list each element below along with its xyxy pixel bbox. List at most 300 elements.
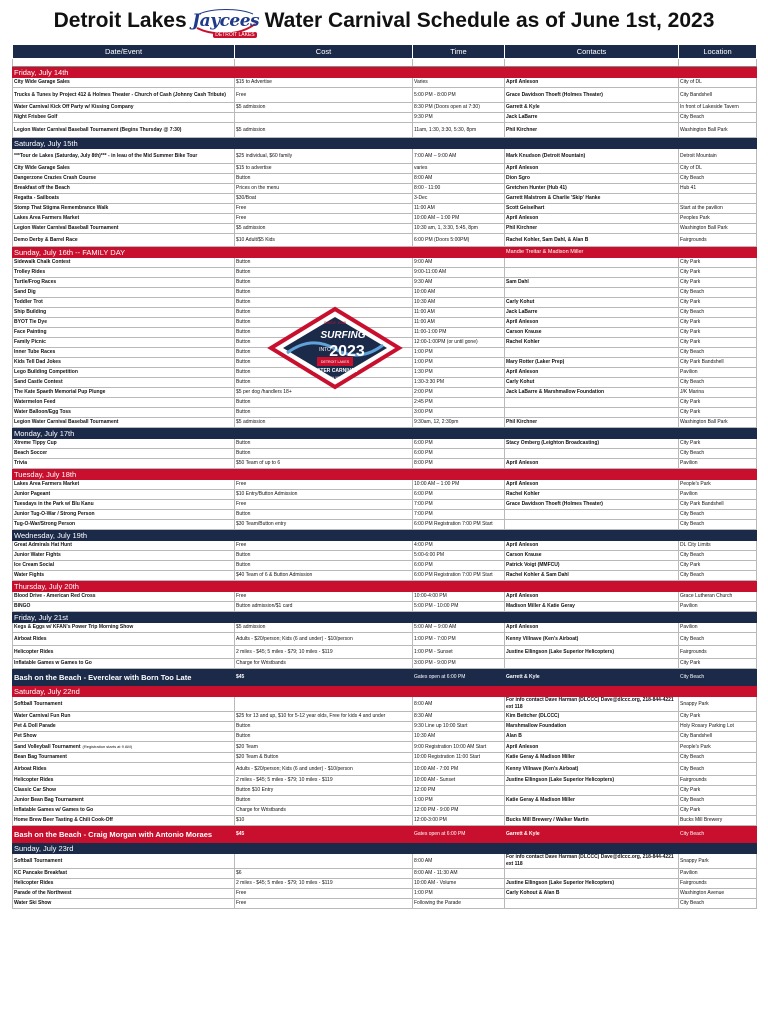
event-time: 1:30 PM <box>413 368 505 378</box>
event-cost <box>235 854 413 869</box>
day-contact <box>505 428 757 439</box>
event-location: Washington Ball Park <box>679 224 757 234</box>
event-contact: April Anleson <box>505 318 679 328</box>
event-location: Washington Ball Park <box>679 418 757 428</box>
day-contact <box>505 530 757 541</box>
event-location: City Beach <box>679 633 757 646</box>
event-cell <box>13 592 235 602</box>
table-row <box>13 776 757 786</box>
event-name: Blood Drive - American Red Cross <box>14 593 96 599</box>
day-label: Wednesday, July 19th <box>13 530 505 541</box>
table-row <box>13 722 757 732</box>
event-name: Inflatable Games w Games to Go <box>14 660 92 666</box>
day-contact <box>505 612 757 623</box>
event-location: Peoples Park <box>679 214 757 224</box>
event-time: 10:00-4:00 PM <box>413 592 505 602</box>
event-cell <box>13 174 235 184</box>
event-cost: Button <box>235 449 413 459</box>
event-time: 6:00 PM <box>413 561 505 571</box>
event-cell <box>13 763 235 776</box>
event-cost: Button <box>235 551 413 561</box>
event-cost: $5 per dog /handlers 18+ <box>235 388 413 398</box>
event-location: Pavilion <box>679 490 757 500</box>
event-location: Grace Lutheran Church <box>679 592 757 602</box>
event-contact: Kenny Villnave (Ken's Airboat) <box>505 633 679 646</box>
event-name: Lego Building Competition <box>14 369 78 375</box>
table-row <box>13 78 757 88</box>
event-contact: Jack LaBarre <box>505 308 679 318</box>
event-location: City Beach <box>679 826 757 843</box>
event-cell <box>13 388 235 398</box>
event-time: 6:00 PM <box>413 449 505 459</box>
event-name: Ice Cream Social <box>14 562 55 568</box>
event-time: 9:00 Registration 10:00 AM Start <box>413 742 505 753</box>
event-cell <box>13 78 235 88</box>
table-row <box>13 418 757 428</box>
event-contact: Garrett & Kyle <box>505 103 679 113</box>
header-location: Location <box>679 45 757 59</box>
table-row <box>13 288 757 298</box>
event-name: Parade of the Northwest <box>14 890 72 896</box>
event-contact: April Anleson <box>505 742 679 753</box>
day-contact <box>505 581 757 592</box>
event-contact: Carly Kohut <box>505 298 679 308</box>
badge-bottom3: 88TH YEAR <box>325 376 345 380</box>
day-contact <box>505 843 757 854</box>
event-location: Fairgrounds <box>679 776 757 786</box>
event-cost: Button <box>235 408 413 418</box>
event-location: City Park <box>679 806 757 816</box>
event-cell <box>13 439 235 449</box>
event-location: City Park <box>679 712 757 722</box>
event-time: 8:00 AM <box>413 854 505 869</box>
event-cell <box>13 103 235 113</box>
event-contact: Bucks Mill Brewery / Walker Martin <box>505 816 679 826</box>
table-row <box>13 816 757 826</box>
event-cell <box>13 712 235 722</box>
event-location: Pavilion <box>679 623 757 633</box>
badge-graphic-icon <box>261 305 409 391</box>
table-row <box>13 753 757 763</box>
event-contact: Grace Davidson Thoeft (Holmes Theater) <box>505 88 679 103</box>
event-name: Softball Tournament <box>14 700 63 707</box>
event-cell <box>13 184 235 194</box>
event-cell <box>13 490 235 500</box>
event-cell <box>13 204 235 214</box>
event-cell <box>13 328 235 338</box>
event-cost: $6 <box>235 869 413 879</box>
spacer-row <box>13 59 757 67</box>
table-row <box>13 234 757 247</box>
event-location: City Park <box>679 398 757 408</box>
table-row <box>13 633 757 646</box>
day-header-row <box>13 581 757 592</box>
day-label: Thursday, July 20th <box>13 581 505 592</box>
event-name: Pet Show <box>14 733 37 739</box>
event-location: Fairgrounds <box>679 646 757 659</box>
event-name: Stomp That Stigma Remembrance Walk <box>14 205 109 211</box>
event-location: City Park <box>679 439 757 449</box>
event-contact: For info contact Dave Harman (DLCCC) Dave@dlccc.org, 218-844-4221 ext 118 <box>505 697 679 712</box>
header-event: Date/Event <box>13 45 235 59</box>
event-cost: Button <box>235 298 413 308</box>
event-cost: Button <box>235 732 413 742</box>
event-cost: $45 <box>235 826 413 843</box>
event-cell <box>13 224 235 234</box>
event-contact: April Anleson <box>505 623 679 633</box>
event-name: Bash on the Beach - Craig Morgan with Antonio Moraes <box>13 826 235 843</box>
event-location: City Park <box>679 318 757 328</box>
event-name: Regatta - Sailboats <box>14 195 60 201</box>
event-cost <box>235 697 413 712</box>
day-header-row <box>13 612 757 623</box>
event-name: Watermelon Feed <box>14 399 56 405</box>
event-time: 2:00 PM <box>413 388 505 398</box>
event-cell <box>13 318 235 328</box>
schedule-body <box>13 59 757 909</box>
event-contact <box>505 869 679 879</box>
event-cost: Free <box>235 88 413 103</box>
event-name: Junior Water Fights <box>14 552 61 558</box>
event-time: 11am, 1:30, 3:30, 5:30, 8pm <box>413 123 505 138</box>
event-contact <box>505 786 679 796</box>
event-location: City Beach <box>679 378 757 388</box>
header-cost: Cost <box>235 45 413 59</box>
event-name: BYOT Tie Dye <box>14 319 47 325</box>
page-header <box>0 0 768 42</box>
event-time: 7:00 PM <box>413 510 505 520</box>
event-name: Airboat Rides <box>14 765 47 772</box>
event-time: 1:00 PM <box>413 348 505 358</box>
event-location: City Park <box>679 561 757 571</box>
event-name: Legion Water Carnival Baseball Tournament <box>14 225 119 231</box>
table-row <box>13 278 757 288</box>
day-contact <box>505 138 757 149</box>
spacer-cell <box>413 59 505 67</box>
event-location: City Park Bandshell <box>679 500 757 510</box>
event-cost: $25 individual, $60 family <box>235 149 413 164</box>
event-location: City Bandshell <box>679 88 757 103</box>
event-location: City Park <box>679 786 757 796</box>
event-cell <box>13 164 235 174</box>
event-name: Face Painting <box>14 329 47 335</box>
event-contact: April Anleson <box>505 459 679 469</box>
event-cell <box>13 796 235 806</box>
event-cost: $15 to Advertise <box>235 78 413 88</box>
event-cost: $10 <box>235 816 413 826</box>
day-header-row <box>13 428 757 439</box>
event-name: Dangerzone Crazies Crash Course <box>14 175 96 181</box>
event-location: City Beach <box>679 753 757 763</box>
event-name: The Kate Spaeth Memorial Pup Plunge <box>14 389 106 395</box>
table-row <box>13 854 757 869</box>
day-label: Tuesday, July 18th <box>13 469 505 480</box>
event-name: Pet & Doll Parade <box>14 723 56 729</box>
event-location: Washington Avenue <box>679 889 757 899</box>
table-row <box>13 268 757 278</box>
event-time: 1:30-3:30 PM <box>413 378 505 388</box>
event-note: (Registration starts at 9 AM) <box>82 744 133 749</box>
event-time: 12:00 PM <box>413 786 505 796</box>
table-row <box>13 113 757 123</box>
event-cell <box>13 368 235 378</box>
event-location: Start at the pavilion <box>679 204 757 214</box>
event-time: 9:30am, 12, 2:30pm <box>413 418 505 428</box>
event-contact <box>505 449 679 459</box>
event-time: 1:00 PM <box>413 358 505 368</box>
table-row <box>13 194 757 204</box>
event-cost: $40 Team of 6 & Button Admission <box>235 571 413 581</box>
event-time: 6:00 PM <box>413 490 505 500</box>
table-row <box>13 879 757 889</box>
event-cell <box>13 561 235 571</box>
event-name: Water Carnival Kick Off Party w/ Kissing Company <box>14 104 134 110</box>
event-contact: Katie Geray & Madison Miller <box>505 796 679 806</box>
day-label: Sunday, July 23rd <box>13 843 505 854</box>
event-location: People's Park <box>679 480 757 490</box>
event-cell <box>13 88 235 103</box>
table-row <box>13 541 757 551</box>
event-name: Softball Tournament <box>14 857 63 864</box>
event-cost: $10 Entry/Button Admission <box>235 490 413 500</box>
event-contact: Kim Bettcher (DLCCC) <box>505 712 679 722</box>
event-cell <box>13 806 235 816</box>
event-cell <box>13 338 235 348</box>
event-location: City Park <box>679 338 757 348</box>
event-name: Kegs & Eggs w/ KFAN's Power Trip Morning Show <box>14 624 134 630</box>
event-cell <box>13 742 235 753</box>
day-contact <box>505 686 757 697</box>
event-cost: $30/Boat <box>235 194 413 204</box>
event-cost: Button <box>235 318 413 328</box>
event-location: Fairgrounds <box>679 234 757 247</box>
event-time: 8:00 AM <box>413 697 505 712</box>
event-time: 8:30 PM (Doors open at 7:30) <box>413 103 505 113</box>
event-cost: Button <box>235 378 413 388</box>
table-row <box>13 646 757 659</box>
event-location: DL City Limits <box>679 541 757 551</box>
table-row <box>13 571 757 581</box>
event-name: Beach Soccer <box>14 450 48 456</box>
event-cell <box>13 732 235 742</box>
event-name: Junior Tug-O-War / Strong Person <box>14 511 95 517</box>
event-contact: Garrett & Kyle <box>505 826 679 843</box>
event-cell <box>13 753 235 763</box>
event-name: City Wide Garage Sales <box>14 79 70 85</box>
event-contact <box>505 899 679 909</box>
event-time: 6:00 PM Registration 7:00 PM Start <box>413 520 505 530</box>
event-time: 10:00 AM - Volume <box>413 879 505 889</box>
event-name: Helicopter Rides <box>14 880 54 886</box>
table-row <box>13 623 757 633</box>
event-location: Detroit Mountain <box>679 149 757 164</box>
event-time: varies <box>413 164 505 174</box>
event-time: 2:45 PM <box>413 398 505 408</box>
event-location: Pavilion <box>679 602 757 612</box>
event-time: 1:00 PM - Sunset <box>413 646 505 659</box>
event-name: Bash on the Beach - Everclear with Born Too Late <box>13 669 235 686</box>
event-cost: $10 Adult/$5 Kids <box>235 234 413 247</box>
event-time: 10:00 AM – 1:00 PM <box>413 480 505 490</box>
table-row <box>13 490 757 500</box>
event-time: 11:00-1:00 PM <box>413 328 505 338</box>
table-row <box>13 712 757 722</box>
event-contact: Dion Sgro <box>505 174 679 184</box>
event-name: Helicopter Rides <box>14 648 54 655</box>
table-row <box>13 408 757 418</box>
event-location: City Park <box>679 268 757 278</box>
event-name: Ship Building <box>14 309 47 315</box>
event-cell <box>13 308 235 318</box>
event-cell <box>13 571 235 581</box>
spacer-cell <box>235 59 413 67</box>
event-cell <box>13 398 235 408</box>
event-cell <box>13 449 235 459</box>
event-contact: Scott Geiselhart <box>505 204 679 214</box>
table-row <box>13 899 757 909</box>
event-cell <box>13 602 235 612</box>
day-label: Saturday, July 15th <box>13 138 505 149</box>
event-cost: Button <box>235 439 413 449</box>
event-name: Legion Water Carnival Baseball Tournament (Begins Thursday @ 7:30) <box>14 126 182 133</box>
table-row <box>13 796 757 806</box>
event-name: Tuesdays in the Park w/ Blu Kanu <box>14 501 94 507</box>
day-label: Sunday, July 16th -- FAMILY DAY <box>13 247 505 258</box>
event-name: Water Ski Show <box>14 900 52 906</box>
event-contact <box>505 288 679 298</box>
event-name: Inflatable Games w/ Games to Go <box>14 807 94 813</box>
event-location: In front of Lakeside Tavern <box>679 103 757 113</box>
event-cell <box>13 786 235 796</box>
table-row <box>13 592 757 602</box>
event-time: 8:00 AM - 11:30 AM <box>413 869 505 879</box>
event-time: Gates open at 6:00 PM <box>413 669 505 686</box>
badge-bottom2: WATER CARNIVAL <box>312 368 358 374</box>
event-time: 12:00-3:00 PM <box>413 816 505 826</box>
event-location: City Beach <box>679 551 757 561</box>
event-contact: Sam Dahl <box>505 278 679 288</box>
table-row <box>13 149 757 164</box>
event-location: Washington Ball Park <box>679 123 757 138</box>
event-cost: Free <box>235 480 413 490</box>
event-time: 7:00 AM – 9:00 AM <box>413 149 505 164</box>
event-location: City Beach <box>679 174 757 184</box>
event-cell <box>13 541 235 551</box>
event-name: ***Tour de Lakes (Saturday, July 8th)*** - in leau of the Mid Summer Bike Tour <box>14 152 198 159</box>
event-cost: Button <box>235 278 413 288</box>
event-cost: Button <box>235 258 413 268</box>
event-cost: Button <box>235 510 413 520</box>
event-location: Hub 41 <box>679 184 757 194</box>
event-name: Water Carnival Fun Run <box>14 713 71 719</box>
event-location: Pavilion <box>679 869 757 879</box>
event-contact: Carly Kohut <box>505 378 679 388</box>
event-time: 12:00 PM - 9:00 PM <box>413 806 505 816</box>
event-time: Varies <box>413 78 505 88</box>
event-time: 8:00 PM <box>413 459 505 469</box>
event-location: City of DL <box>679 164 757 174</box>
event-cost: $25 for 13 and up, $10 for 5-12 year olds, Free for kids 4 and under <box>235 712 413 722</box>
event-location: City Beach <box>679 510 757 520</box>
event-cell <box>13 418 235 428</box>
event-time: 6:00 PM <box>413 439 505 449</box>
day-label: Friday, July 14th <box>13 67 505 78</box>
event-name: Home Brew Beer Tasting & Chili Cook-Off <box>14 817 113 823</box>
event-cell <box>13 551 235 561</box>
event-contact <box>505 520 679 530</box>
event-cost: Button <box>235 268 413 278</box>
event-cell <box>13 510 235 520</box>
event-location: City Beach <box>679 288 757 298</box>
table-row <box>13 500 757 510</box>
table-row <box>13 889 757 899</box>
event-name: Trucks & Tunes by Project 412 & Holmes Theater - Church of Cash (Johnny Cash Tribute) <box>14 91 226 98</box>
event-contact <box>505 258 679 268</box>
event-contact: Stacy Omberg (Leighton Broadcasting) <box>505 439 679 449</box>
day-header-row <box>13 843 757 854</box>
event-name: BINGO <box>14 603 31 609</box>
event-contact: Marshmallow Foundation <box>505 722 679 732</box>
event-time: 9:30 PM <box>413 113 505 123</box>
event-time: 10:00 Registration 11:00 Start <box>413 753 505 763</box>
logo-text: Jaycees <box>192 11 260 31</box>
event-time: 10:00 AM - 7:00 PM <box>413 763 505 776</box>
event-contact: Patrick Voigt (MMFCU) <box>505 561 679 571</box>
day-contact: Mandie Treitar & Madison Miller <box>505 247 757 258</box>
event-contact: Rachel Kohler, Sam Dahl, & Alan B <box>505 234 679 247</box>
spacer-cell <box>679 59 757 67</box>
table-row <box>13 510 757 520</box>
event-contact: Katie Geray & Madison Miller <box>505 753 679 763</box>
event-contact: Rachel Kohler <box>505 338 679 348</box>
event-name: Demo Derby & Barrel Race <box>14 236 78 243</box>
event-cost: Free <box>235 204 413 214</box>
event-location: Snappy Park <box>679 697 757 712</box>
event-cost: $20 Team <box>235 742 413 753</box>
event-location: City Park Bandshell <box>679 358 757 368</box>
event-time: 4:00 PM <box>413 541 505 551</box>
event-cost: Free <box>235 541 413 551</box>
event-cost: Button <box>235 348 413 358</box>
table-row <box>13 164 757 174</box>
table-row <box>13 732 757 742</box>
event-cell <box>13 722 235 732</box>
event-name: Junior Pageant <box>14 491 51 497</box>
event-time: 9:00-11:00 AM <box>413 268 505 278</box>
event-contact: April Anleson <box>505 480 679 490</box>
event-cost: Adults - $20/person; Kids (6 and under) - $10/person <box>235 633 413 646</box>
event-cost: Button $10 Entry <box>235 786 413 796</box>
event-time: 3:00 PM <box>413 408 505 418</box>
event-location: City Beach <box>679 308 757 318</box>
table-row <box>13 742 757 753</box>
event-name: Junior Bean Bag Tournament <box>14 797 84 803</box>
spacer-cell <box>505 59 679 67</box>
badge-word: SURFING <box>320 330 366 341</box>
event-location: J/K Marina <box>679 388 757 398</box>
event-cost <box>235 113 413 123</box>
event-contact: Mary Rotter (Laker Prep) <box>505 358 679 368</box>
event-cost: Button admission/$1 card <box>235 602 413 612</box>
event-name: Airboat Rides <box>14 635 47 642</box>
event-contact <box>505 806 679 816</box>
event-cost: Button <box>235 796 413 806</box>
event-cost: Button <box>235 338 413 348</box>
event-name: Lakes Area Farmers Market <box>14 215 80 221</box>
event-name: City Wide Garage Sales <box>14 165 70 171</box>
day-header-row <box>13 469 757 480</box>
event-time: 10:00 AM <box>413 288 505 298</box>
